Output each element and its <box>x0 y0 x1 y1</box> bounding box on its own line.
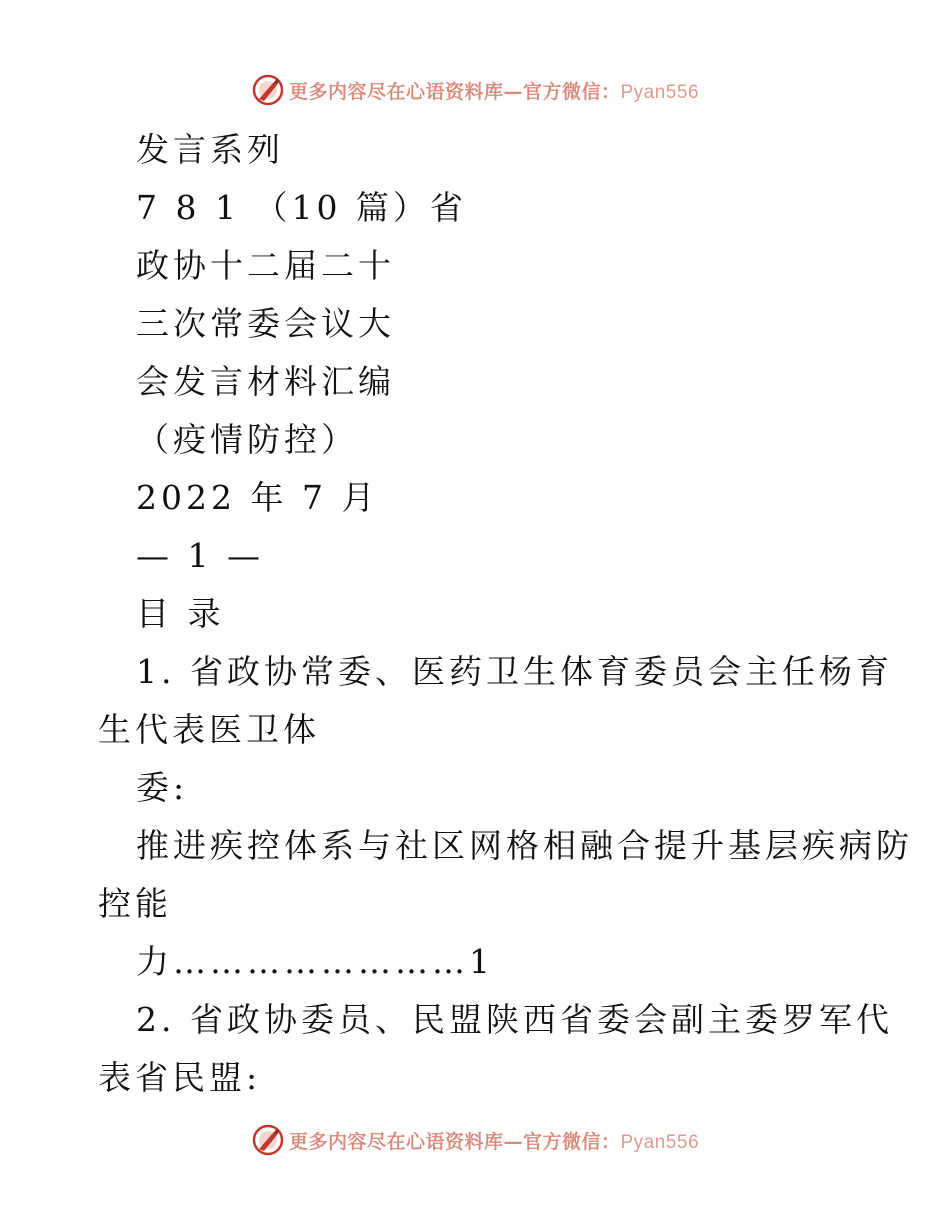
text-line: 控能 <box>98 884 172 923</box>
watermark-id: Pyan556 <box>620 81 700 103</box>
text-line: 生代表医卫体 <box>98 710 320 749</box>
text-line: 表省民盟: <box>98 1058 262 1097</box>
text-line: 政协十二届二十 <box>136 246 395 285</box>
footer-watermark <box>0 1120 950 1160</box>
watermark-text: 更多内容尽在心语资料库—官方微信： <box>288 1130 621 1153</box>
watermark-text: 更多内容尽在心语资料库—官方微信： <box>288 80 621 103</box>
text-line: 2022 年 7 月 <box>136 478 379 517</box>
watermark-id: Pyan556 <box>620 1131 700 1153</box>
text-line: 1. 省政协常委、医药卫生体育委员会主任杨育 <box>136 652 893 691</box>
text-line: 2. 省政协委员、民盟陕西省委会副主委罗军代 <box>136 1000 893 1039</box>
text-line: — 1 — <box>136 536 264 575</box>
text-line: （疫情防控） <box>136 420 358 459</box>
text-line: 会发言材料汇编 <box>136 362 395 401</box>
pen-nib-seal-icon <box>251 1123 285 1157</box>
text-line: 目 录 <box>136 594 225 633</box>
pen-nib-seal-icon <box>251 73 285 107</box>
text-line: 7 8 1 （10 篇）省 <box>136 188 467 227</box>
text-line: 推进疾控体系与社区网格相融合提升基层疾病防 <box>136 826 913 865</box>
text-line: 三次常委会议大 <box>136 304 395 343</box>
header-watermark <box>0 70 950 110</box>
text-line: 委: <box>136 768 189 807</box>
text-line: 力……………………1 <box>136 942 494 981</box>
text-line: 发言系列 <box>136 130 284 169</box>
document-body <box>98 121 913 1107</box>
